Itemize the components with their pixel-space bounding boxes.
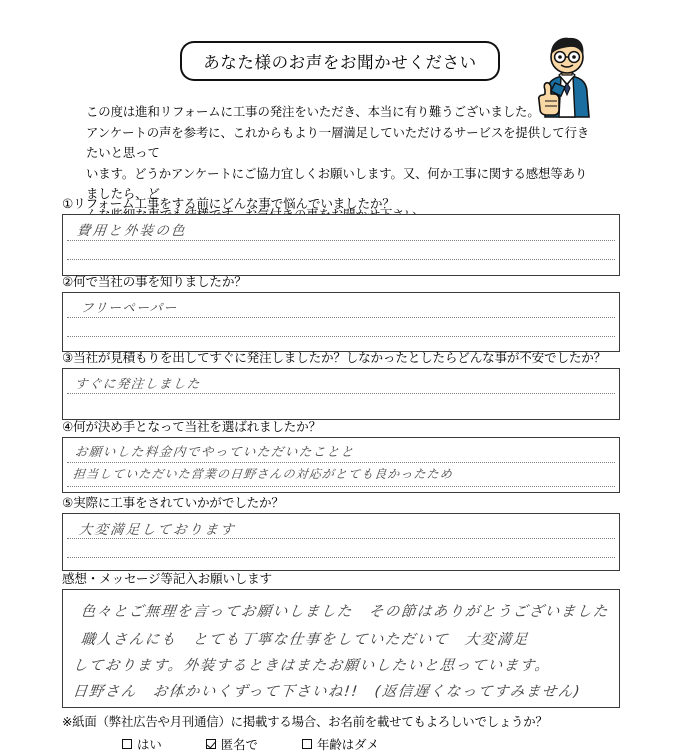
checkbox-no-age-icon[interactable] (302, 739, 312, 749)
comment-section-label: 感想・メッセージ等記入お願いします (62, 572, 272, 586)
answer-box-4[interactable] (62, 437, 620, 493)
title-bar-top (197, 41, 483, 43)
guide-rule (67, 393, 615, 394)
handwriting-answer-4-line-2: 担当していただいた営業の日野さんの対応がとても良かったため (72, 467, 454, 481)
guide-rule (67, 462, 615, 463)
footer (62, 712, 622, 753)
publication-choices (62, 735, 622, 753)
guide-rule (67, 240, 615, 241)
intro-line-3: います。どうかアンケートにご協力宜しくお願いします。又、何か工事に関する感想等ありましたら、ど (86, 166, 588, 201)
comment-section (62, 571, 620, 708)
handwriting-comment-line-1: 色々とご無理を言ってお願いしました その節はありがとうございました (80, 604, 610, 620)
choice-no-age-label: 年齢はダメ (316, 738, 379, 752)
page-title-frame (180, 41, 500, 81)
page-header (0, 0, 682, 96)
answer-box-1[interactable] (62, 214, 620, 276)
handwriting-comment-line-3: しております。外装するときはまたお願いしたいと思っています。 (72, 658, 552, 674)
question-label-3: ③当社が見積もりを出してすぐに発注しましたか？しなかったとしたらどんな事が不安でしたか？ (62, 351, 607, 365)
choice-no-age[interactable] (302, 735, 379, 753)
checkbox-anonymous-icon[interactable] (206, 739, 216, 749)
guide-rule (67, 259, 615, 260)
answer-box-2[interactable] (62, 292, 620, 352)
guide-rule (67, 486, 615, 487)
choice-yes-label: はい (137, 738, 162, 752)
title-bar-bottom (197, 79, 483, 81)
question-label-2: ②何で当社の事を知りましたか？ (62, 275, 247, 289)
intro-line-1: この度は進和リフォームに工事の発注をいただき、本当に有り難うございました。 (86, 105, 540, 119)
question-block-4 (62, 419, 620, 493)
choice-anonymous-label: 匿名で (220, 738, 258, 752)
footer-note: ※紙面（弊社広告や月刊通信）に掲載する場合、お名前を載せてもよろしいでしょうか？ (62, 715, 548, 729)
handwriting-answer-4-line-1: お願いした料金内でやっていただいたことと (74, 444, 356, 459)
guide-rule (67, 336, 615, 337)
question-label-5: ⑤実際に工事をされていかがでしたか？ (62, 496, 284, 510)
question-block-3 (62, 350, 620, 420)
guide-rule (67, 557, 615, 558)
handwriting-answer-2-line-1: フリーペーパー (80, 300, 179, 315)
answer-box-3[interactable] (62, 368, 620, 420)
answer-box-5[interactable] (62, 513, 620, 571)
handwriting-comment-line-2: 職人さんにも とても丁寧な仕事をしていただいて 大変満足 (80, 632, 530, 648)
question-label-4: ④何が決め手となって当社を選ばれましたか？ (62, 420, 321, 434)
intro-line-2: アンケートの声を参考に、これからもより一層満足していただけるサービスを提供して行きたいと思って (86, 125, 590, 160)
title-bracket-left (180, 41, 200, 81)
question-block-5 (62, 495, 620, 571)
guide-rule (67, 317, 615, 318)
choice-anonymous[interactable] (206, 735, 258, 753)
page-title: あなた様のお声をお聞かせください (203, 54, 477, 72)
choice-yes[interactable] (122, 735, 162, 753)
handwriting-answer-3-line-1: すぐに発注しました (74, 376, 202, 391)
question-block-2 (62, 274, 620, 352)
checkbox-yes-icon[interactable] (122, 739, 132, 749)
handwriting-answer-5-line-1: 大変満足しております (77, 522, 237, 538)
question-block-1 (62, 196, 620, 276)
title-bracket-right (480, 41, 500, 81)
comment-box[interactable] (62, 589, 620, 708)
handwriting-comment-line-4: 日野さん お体かいくずって下さいね!! (返信遅くなってすみません) (72, 684, 582, 700)
handwriting-answer-1-line-1: 費用と外装の色 (75, 223, 188, 239)
question-label-1: ①リフォーム工事をする前にどんな事で悩んでいましたか？ (62, 197, 395, 211)
guide-rule (67, 538, 615, 539)
